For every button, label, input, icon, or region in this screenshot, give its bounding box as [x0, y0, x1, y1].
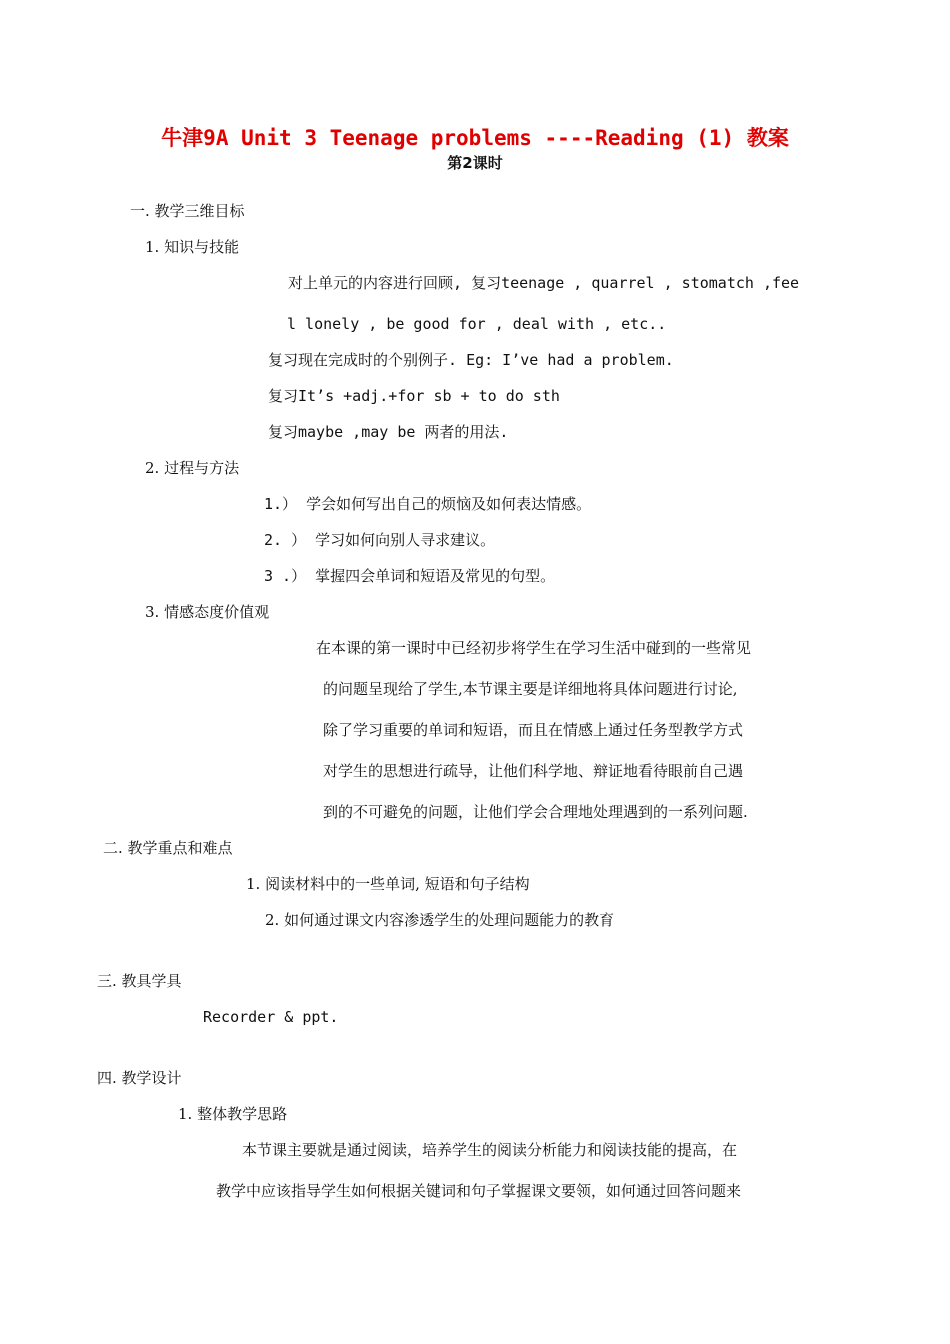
section-4-1-heading: 1. 整体教学思路 — [178, 1105, 288, 1123]
paragraph-line: 复习It’s +adj.+for sb + to do sth — [268, 387, 560, 405]
lesson-period: 第2课时 — [447, 154, 503, 172]
paragraph-line: 的问题呈现给了学生,本节课主要是详细地将具体问题进行讨论, — [323, 680, 738, 698]
section-1-1-heading: 1. 知识与技能 — [145, 238, 240, 256]
paragraph-line: l lonely , be good for , deal with , etc.. — [287, 315, 667, 333]
section-1-2-heading: 2. 过程与方法 — [145, 459, 240, 477]
section-3-heading: 三. 教具学具 — [97, 972, 182, 990]
section-1-3-heading: 3. 情感态度价值观 — [145, 603, 270, 621]
section-4-heading: 四. 教学设计 — [97, 1069, 182, 1087]
materials-line: Recorder & ppt. — [203, 1008, 339, 1026]
document-title: 牛津9A Unit 3 Teenage problems ----Reading (1) 教案 — [161, 126, 789, 150]
paragraph-line: 对学生的思想进行疏导，让他们科学地、辩证地看待眼前自己遇 — [323, 762, 744, 780]
paragraph-line: 复习maybe ,may be 两者的用法. — [268, 423, 509, 441]
paragraph-line: 复习现在完成时的个别例子. Eg: I’ve had a problem. — [268, 351, 674, 369]
section-1-heading: 一. 教学三维目标 — [130, 202, 245, 220]
paragraph-line: 在本课的第一课时中已经初步将学生在学习生活中碰到的一些常见 — [316, 639, 752, 657]
list-item: 2. ） 学习如何向别人寻求建议。 — [264, 531, 496, 549]
list-item: 1.） 学会如何写出自己的烦恼及如何表达情感。 — [264, 495, 592, 513]
paragraph-line: 本节课主要就是通过阅读，培养学生的阅读分析能力和阅读技能的提高，在 — [242, 1141, 738, 1159]
list-item: 1. 阅读材料中的一些单词, 短语和句子结构 — [246, 875, 530, 893]
list-item: 3 .） 掌握四会单词和短语及常见的句型。 — [264, 567, 556, 585]
paragraph-line: 对上单元的内容进行回顾, 复习teenage , quarrel , stomatch ,fee — [288, 274, 800, 292]
list-item: 2. 如何通过课文内容渗透学生的处理问题能力的教育 — [265, 911, 615, 929]
paragraph-line: 到的不可避免的问题，让他们学会合理地处理遇到的一系列问题. — [323, 803, 748, 821]
paragraph-line: 除了学习重要的单词和短语，而且在情感上通过任务型教学方式 — [323, 721, 744, 739]
paragraph-line: 教学中应该指导学生如何根据关键词和句子掌握课文要领，如何通过回答问题来 — [216, 1182, 742, 1200]
section-2-heading: 二. 教学重点和难点 — [103, 839, 233, 857]
